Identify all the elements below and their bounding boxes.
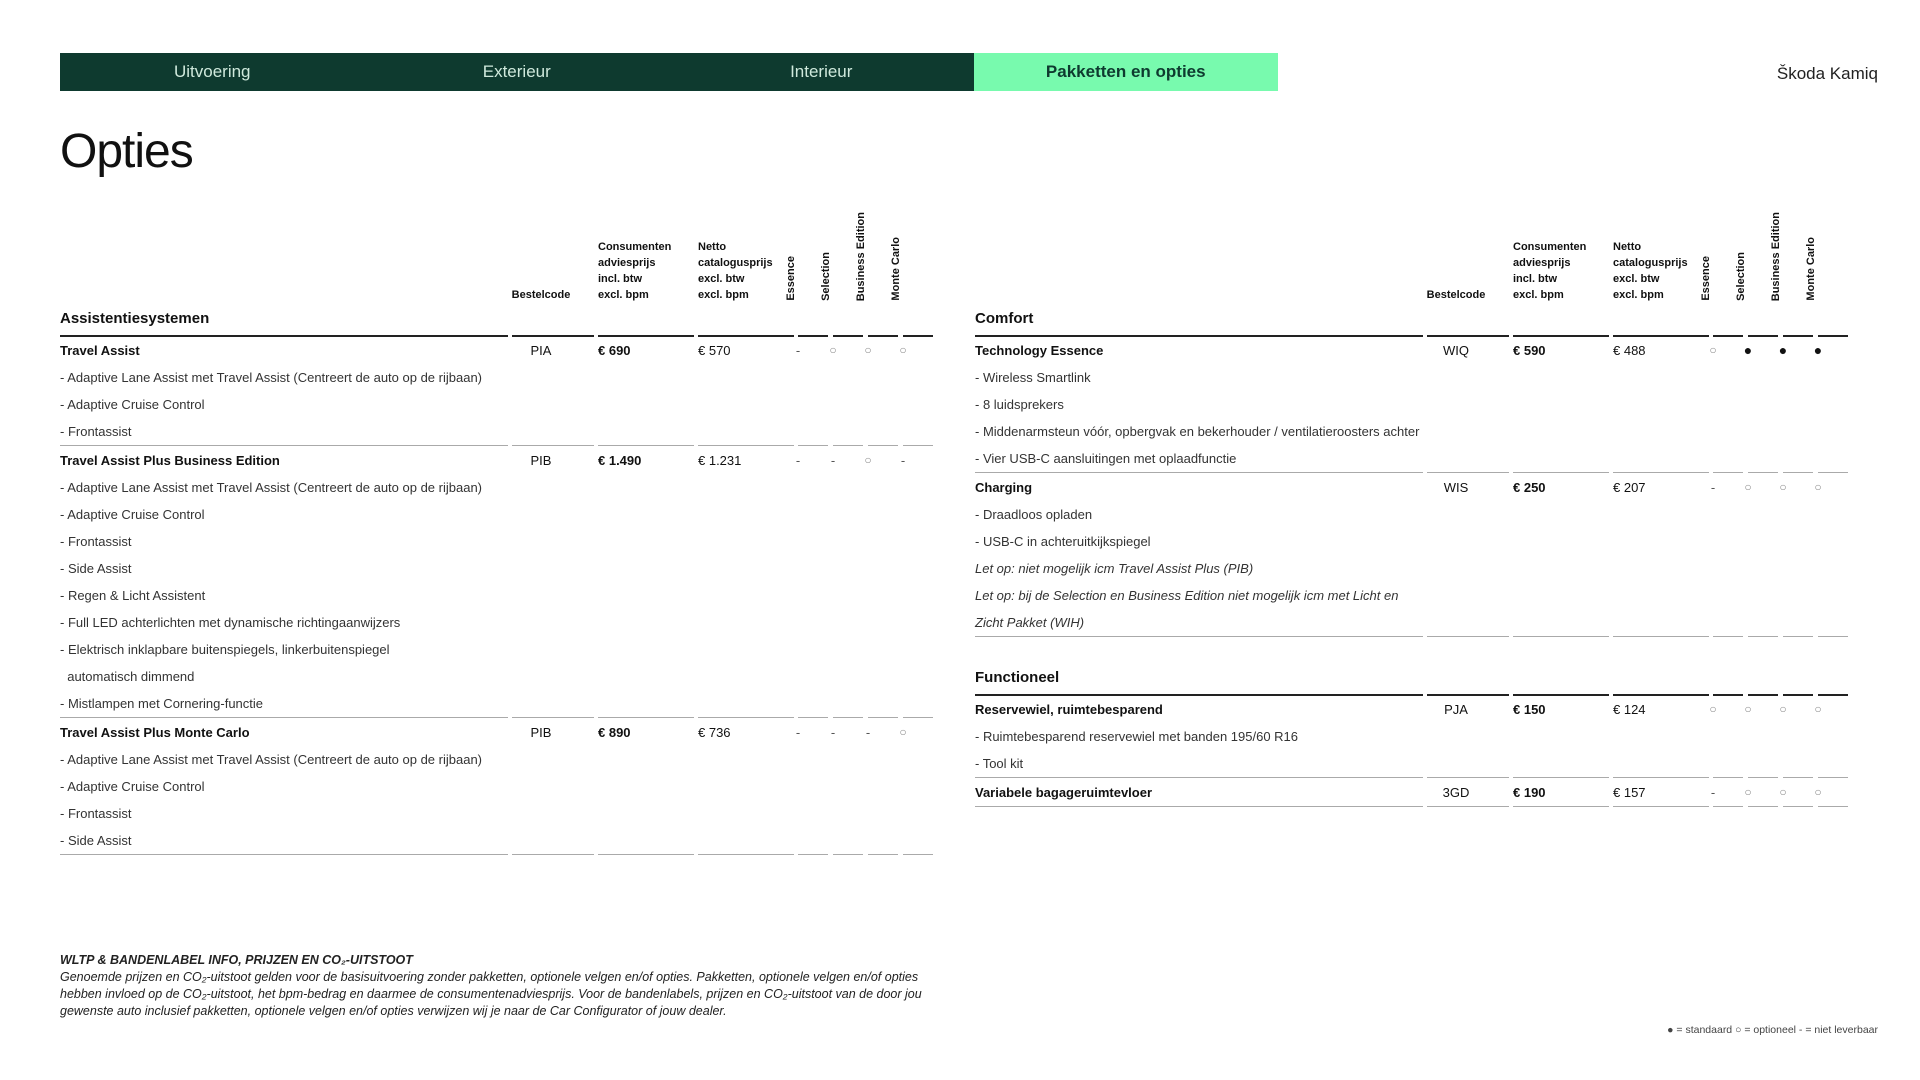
net-price: € 488 (1613, 343, 1646, 358)
net-price: € 207 (1613, 480, 1646, 495)
divider-segment (1613, 636, 1709, 637)
option-row (975, 696, 1855, 723)
divider-segment (833, 717, 863, 718)
header-line: Consumenten (598, 241, 672, 253)
header-line: excl. bpm (698, 289, 749, 301)
divider-segment (1783, 777, 1813, 778)
feature-text: - Side Assist (60, 833, 132, 848)
divider-segment (1513, 806, 1609, 807)
header-trim: Monte Carlo (890, 237, 902, 301)
column-headers (975, 200, 1855, 303)
divider-segment (1427, 806, 1509, 807)
net-price: € 157 (1613, 785, 1646, 800)
trim-availability-mark: - (795, 725, 801, 740)
trim-availability-mark: - (1710, 785, 1716, 800)
header-trim: Monte Carlo (1805, 237, 1817, 301)
consumer-price: € 190 (1513, 785, 1546, 800)
option-row (60, 719, 940, 746)
table-rows (60, 303, 940, 856)
divider-segment (833, 445, 863, 446)
trim-availability-mark: ○ (1744, 702, 1752, 716)
option-feature (60, 555, 940, 582)
divider-segment (1613, 806, 1709, 807)
trim-availability-mark: ○ (1709, 343, 1717, 357)
tab-interieur[interactable]: Interieur (669, 53, 974, 91)
feature-text: - Wireless Smartlink (975, 370, 1091, 385)
option-feature (975, 445, 1855, 472)
divider-segment (868, 854, 898, 855)
row-divider (975, 806, 1855, 808)
trim-availability-mark: ○ (1744, 785, 1752, 799)
divider-segment (1613, 472, 1709, 473)
trim-availability-mark: ○ (899, 725, 907, 739)
column-headers (60, 200, 940, 303)
feature-text: - Frontassist (60, 424, 132, 439)
header-line: excl. bpm (1513, 289, 1564, 301)
header-line: catalogusprijs (1613, 257, 1688, 269)
feature-text: - Tool kit (975, 756, 1024, 771)
header-bestelcode: Bestelcode (511, 289, 571, 301)
trim-availability-mark: - (1710, 480, 1716, 495)
option-feature (60, 418, 940, 445)
divider-segment (1427, 777, 1509, 778)
divider-segment (975, 806, 1423, 807)
header-line: Consumenten (1513, 241, 1587, 253)
trim-availability-mark: ○ (1744, 480, 1752, 494)
feature-text: - Frontassist (60, 806, 132, 821)
feature-text: - Adaptive Lane Assist met Travel Assist (Centreert de auto op de rijbaan) (60, 370, 482, 385)
feature-text: - Regen & Licht Assistent (60, 588, 206, 603)
divider-segment (1818, 472, 1848, 473)
feature-text: - Draadloos opladen (975, 507, 1093, 522)
option-note (975, 582, 1855, 609)
page-title: Opties (60, 125, 193, 178)
section-tabs (60, 53, 1278, 91)
divider-segment (1818, 636, 1848, 637)
option-feature (60, 609, 940, 636)
header-line: excl. btw (698, 273, 745, 285)
tab-exterieur[interactable]: Exterieur (365, 53, 670, 91)
divider-segment (1613, 777, 1709, 778)
divider-segment (1818, 777, 1848, 778)
option-feature (60, 663, 940, 690)
header-trim: Business Edition (855, 211, 867, 301)
feature-text: - USB-C in achteruitkijkspiegel (975, 534, 1151, 549)
header-line: excl. bpm (1613, 289, 1664, 301)
option-row (975, 779, 1855, 806)
option-feature (60, 827, 940, 854)
consumer-price: € 690 (598, 343, 631, 358)
divider-segment (903, 717, 933, 718)
divider-segment (798, 445, 828, 446)
option-name: Charging (975, 480, 1033, 495)
header-line: incl. btw (598, 273, 642, 285)
net-price: € 1.231 (698, 453, 742, 468)
header-line: excl. bpm (598, 289, 649, 301)
option-feature (60, 746, 940, 773)
section-heading: Assistentiesystemen (60, 310, 210, 327)
feature-text: - Adaptive Lane Assist met Travel Assist (Centreert de auto op de rijbaan) (60, 752, 482, 767)
table-rows (975, 303, 1855, 808)
feature-text: - 8 luidsprekers (975, 397, 1064, 412)
divider-segment (1427, 636, 1509, 637)
divider-segment (1513, 636, 1609, 637)
divider-segment (1818, 806, 1848, 807)
footnote-heading: WLTP & BANDENLABEL INFO, PRIJZEN EN CO₂-UITSTOOT (60, 953, 413, 967)
feature-text: - Adaptive Cruise Control (60, 779, 205, 794)
feature-text: - Side Assist (60, 561, 132, 576)
net-price: € 570 (698, 343, 731, 358)
option-code: PIB (530, 453, 552, 468)
divider-segment (1713, 777, 1743, 778)
option-name: Travel Assist Plus Business Edition (60, 453, 280, 468)
consumer-price: € 890 (598, 725, 631, 740)
option-feature (60, 690, 940, 717)
divider-segment (1748, 806, 1778, 807)
divider-segment (1748, 777, 1778, 778)
feature-text: automatisch dimmend (60, 669, 195, 684)
header-consumentenadviesprijs (1513, 239, 1586, 303)
divider-segment (975, 636, 1423, 637)
header-line: Netto (698, 241, 727, 253)
divider-segment (698, 445, 794, 446)
divider-segment (698, 854, 794, 855)
net-price: € 736 (698, 725, 731, 740)
brand-model-name: Škoda Kamiq (1776, 64, 1878, 83)
option-code: PJA (1444, 702, 1468, 717)
option-feature (975, 364, 1855, 391)
header-netto-catalogusprijs (1613, 239, 1688, 303)
feature-text: - Frontassist (60, 534, 132, 549)
trim-availability-mark: ○ (864, 453, 872, 467)
option-feature (60, 501, 940, 528)
divider-segment (598, 445, 694, 446)
trim-availability-mark: ○ (1814, 785, 1822, 799)
option-feature (975, 723, 1855, 750)
feature-text: - Mistlampen met Cornering-functie (60, 696, 264, 711)
section-heading: Comfort (975, 310, 1034, 327)
divider-segment (1783, 806, 1813, 807)
feature-text: - Adaptive Cruise Control (60, 397, 205, 412)
divider-segment (1713, 636, 1743, 637)
trim-availability-mark: ● (1813, 342, 1823, 358)
trim-availability-mark: - (795, 453, 801, 468)
note-text: Let op: niet mogelijk icm Travel Assist Plus (PIB) (975, 561, 1254, 576)
trim-availability-mark: ● (1743, 342, 1753, 358)
row-divider (975, 636, 1855, 638)
option-feature (60, 636, 940, 663)
divider-segment (1513, 777, 1609, 778)
header-trim: Business Edition (1770, 211, 1782, 301)
option-feature (60, 364, 940, 391)
divider-segment (975, 472, 1423, 473)
header-consumentenadviesprijs (598, 239, 671, 303)
divider-segment (1783, 472, 1813, 473)
header-line: adviesprijs (598, 257, 656, 269)
option-row (975, 474, 1855, 501)
divider-segment (512, 445, 594, 446)
divider-segment (512, 854, 594, 855)
option-feature (60, 528, 940, 555)
header-trim: Selection (820, 252, 832, 301)
option-name: Travel Assist (60, 343, 140, 358)
divider-segment (512, 717, 594, 718)
divider-segment (1713, 806, 1743, 807)
option-feature (60, 582, 940, 609)
option-row (60, 337, 940, 364)
note-text: Zicht Pakket (WIH) (975, 615, 1085, 630)
option-feature (975, 528, 1855, 555)
divider-segment (798, 717, 828, 718)
header-trim: Essence (1700, 256, 1712, 301)
feature-text: - Middenarmsteun vóór, opbergvak en bekerhouder / ventilatieroosters achter (975, 424, 1420, 439)
footnote-body: Genoemde prijzen en CO₂-uitstoot gelden voor de basisuitvoering zonder pakketten, optionele velgen en/of opties. Pakketten, optionele velgen en/of opties hebben invloed op de CO₂-uitstoot, het bpm-bedrag en daarmee de consumentenadviesprijs. Voor de bandenlabels, prijzen en CO₂-uitstoot van de door jou gewenste auto inclusief pakketten, optionele velgen en/of opties verwijzen wij je naar de Car Configurator of jouw dealer. (60, 970, 922, 1018)
option-row (60, 447, 940, 474)
trim-availability-mark: ○ (1814, 702, 1822, 716)
divider-segment (833, 854, 863, 855)
consumer-price: € 590 (1513, 343, 1546, 358)
trim-availability-mark: - (865, 725, 871, 740)
section-spacer (975, 638, 1855, 662)
option-feature (60, 391, 940, 418)
option-feature (60, 800, 940, 827)
divider-segment (1427, 472, 1509, 473)
section-heading: Functioneel (975, 669, 1060, 686)
option-note (975, 609, 1855, 636)
option-note (975, 555, 1855, 582)
divider-segment (868, 717, 898, 718)
net-price: € 124 (1613, 702, 1646, 717)
header-line: Netto (1613, 241, 1642, 253)
option-code: WIQ (1443, 343, 1469, 358)
trim-availability-mark: - (900, 453, 906, 468)
tab-pakketten-en-opties[interactable]: Pakketten en opties (974, 53, 1279, 91)
header-trim: Selection (1735, 252, 1747, 301)
header-line: adviesprijs (1513, 257, 1571, 269)
header-netto-catalogusprijs (698, 239, 773, 303)
option-row (975, 337, 1855, 364)
trim-availability-mark: - (830, 453, 836, 468)
trim-availability-mark: ● (1778, 342, 1788, 358)
divider-segment (868, 445, 898, 446)
option-code: PIA (530, 343, 552, 358)
trim-availability-mark: ○ (1779, 480, 1787, 494)
feature-text: - Adaptive Cruise Control (60, 507, 205, 522)
trim-availability-mark: ○ (864, 343, 872, 357)
consumer-price: € 1.490 (598, 453, 642, 468)
trim-availability-mark: ○ (1779, 785, 1787, 799)
trim-availability-mark: - (830, 725, 836, 740)
trim-availability-mark: ○ (1709, 702, 1717, 716)
feature-text: - Vier USB-C aansluitingen met oplaadfunctie (975, 451, 1237, 466)
options-table-left (60, 200, 940, 856)
option-feature (975, 501, 1855, 528)
divider-segment (60, 854, 508, 855)
option-feature (975, 750, 1855, 777)
divider-segment (1748, 472, 1778, 473)
divider-segment (1783, 636, 1813, 637)
option-feature (60, 773, 940, 800)
header-line: catalogusprijs (698, 257, 773, 269)
row-divider (60, 854, 940, 856)
option-name: Travel Assist Plus Monte Carlo (60, 725, 250, 740)
note-text: Let op: bij de Selection en Business Edition niet mogelijk icm met Licht en (975, 588, 1399, 603)
consumer-price: € 150 (1513, 702, 1546, 717)
header-line: incl. btw (1513, 273, 1557, 285)
option-code: 3GD (1442, 785, 1470, 800)
divider-segment (798, 854, 828, 855)
options-table-right (975, 200, 1855, 808)
trim-availability-mark: ○ (1779, 702, 1787, 716)
option-feature (975, 391, 1855, 418)
divider-segment (1513, 472, 1609, 473)
divider-segment (903, 445, 933, 446)
feature-text: - Ruimtebesparend reservewiel met banden 195/60 R16 (975, 729, 1299, 744)
option-name: Variabele bagageruimtevloer (975, 785, 1153, 800)
legend: ● = standaard ○ = optioneel - = niet leverbaar (1667, 1024, 1878, 1036)
option-code: WIS (1443, 480, 1469, 495)
feature-text: - Adaptive Lane Assist met Travel Assist (Centreert de auto op de rijbaan) (60, 480, 482, 495)
divider-segment (698, 717, 794, 718)
header-bestelcode: Bestelcode (1426, 289, 1486, 301)
divider-segment (903, 854, 933, 855)
option-feature (975, 418, 1855, 445)
option-code: PIB (530, 725, 552, 740)
option-name: Reservewiel, ruimtebesparend (975, 702, 1163, 717)
divider-segment (1713, 472, 1743, 473)
divider-segment (598, 854, 694, 855)
header-trim: Essence (785, 256, 797, 301)
tab-uitvoering[interactable]: Uitvoering (60, 53, 365, 91)
divider-segment (975, 777, 1423, 778)
footnote (60, 952, 960, 1020)
feature-text: - Elektrisch inklapbare buitenspiegels, linkerbuitenspiegel (60, 642, 390, 657)
header-line: excl. btw (1613, 273, 1660, 285)
option-feature (60, 474, 940, 501)
divider-segment (60, 717, 508, 718)
option-name: Technology Essence (975, 343, 1104, 358)
divider-segment (1748, 636, 1778, 637)
trim-availability-mark: ○ (829, 343, 837, 357)
divider-segment (60, 445, 508, 446)
divider-segment (598, 717, 694, 718)
trim-availability-mark: - (795, 343, 801, 358)
trim-availability-mark: ○ (899, 343, 907, 357)
consumer-price: € 250 (1513, 480, 1546, 495)
feature-text: - Full LED achterlichten met dynamische richtingaanwijzers (60, 615, 401, 630)
trim-availability-mark: ○ (1814, 480, 1822, 494)
